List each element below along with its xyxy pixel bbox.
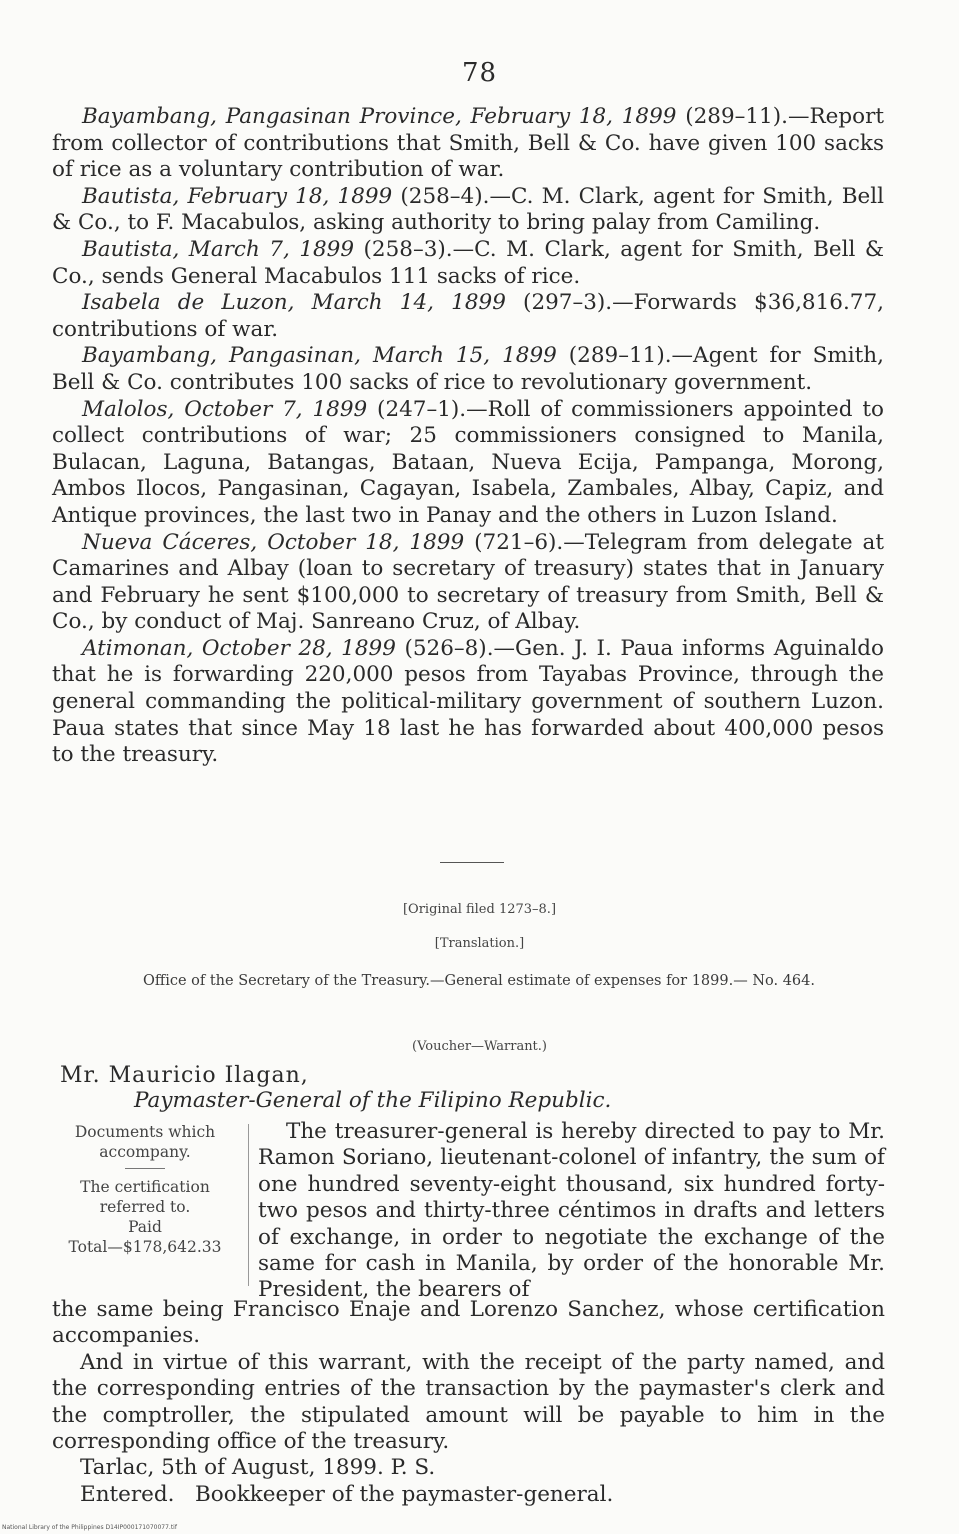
addressee-title: Paymaster-General of the Filipino Republic. [134, 1088, 612, 1113]
entry-place: Bautista, February 18, 1899 [82, 183, 393, 209]
entry [52, 530, 884, 636]
entry-place: Nueva Cáceres, October 18, 1899 [82, 529, 465, 555]
warrant-continuation: the same being Francisco Enaje and Lorenzo Sanchez, whose certification accompanies. [52, 1297, 885, 1349]
office-heading: Office of the Secretary of the Treasury.—General estimate of expenses for 1899.— No. 464. [143, 973, 815, 989]
margin-divider [125, 1168, 165, 1169]
entry-place: Bautista, March 7, 1899 [82, 236, 355, 262]
entry-place: Bayambang, Pangasinan Province, February 18, 1899 [82, 104, 677, 129]
warrant-continuation-block [52, 1297, 885, 1508]
section-divider [440, 862, 504, 863]
entry-text: (526–8).—Gen. J. I. Paua informs Aguinaldo that he is forwarding 220,000 pesos from Tayabas Province, through the general commanding the political-military government of southern Luzon. Paua states that since May 18 last he has forwarded about 400,000 pesos to the treasury. [52, 635, 884, 768]
entry-text: (258–4).—C. M. Clark, agent for Smith, Bell & Co., to F. Macabulos, asking authority to bring palay from Camiling. [52, 183, 884, 236]
entry-text: (297–3).—Forwards $36,816.77, contributions of war. [52, 290, 884, 342]
margin-paid: Paid [128, 1218, 162, 1236]
voucher-note: (Voucher—Warrant.) [412, 1039, 547, 1054]
entry [52, 636, 884, 769]
entry-text: (258–3).—C. M. Clark, agent for Smith, Bell & Co., sends General Macabulos 111 sacks of rice. [52, 236, 884, 289]
scan-footer: National Library of the Philippines D14IP000171070077.tif [2, 1524, 177, 1531]
margin-rule [248, 1124, 249, 1286]
entry-place: Atimonan, October 28, 1899 [82, 635, 396, 661]
margin-documents: Documents which accompany. [74, 1123, 216, 1161]
entry-text: (289–11).—Agent for Smith, Bell & Co. contributes 100 sacks of rice to revolutionary government. [52, 343, 884, 395]
margin-total: Total—$178,642.33 [68, 1238, 222, 1256]
entry [52, 290, 884, 343]
entry [52, 397, 884, 530]
original-filed-note: [Original filed 1273–8.] [402, 902, 557, 917]
place-date: Tarlac, 5th of August, 1899. P. S. [80, 1455, 436, 1481]
entry-text: (721–6).—Telegram from delegate at Camarines and Albay (loan to secretary of treasury) states that in January and February he sent $100,000 to secretary of treasury from Smith, Bell & Co., by conduct of Maj. Sanreano Cruz, of Albay. [52, 529, 884, 635]
margin-certification: The certification referred to. [80, 1178, 210, 1216]
margin-note [50, 1122, 240, 1257]
entry [52, 184, 884, 237]
warrant-body [258, 1119, 885, 1304]
entries-list [52, 104, 884, 769]
entry-place: Bayambang, Pangasinan, March 15, 1899 [82, 343, 557, 369]
entry-place: Isabela de Luzon, March 14, 1899 [82, 290, 506, 316]
warrant-virtue: And in virtue of this warrant, with the receipt of the party named, and the corresponding entries of the transaction by the paymaster's clerk and the comptroller, the stipulated amount will be payable to him in the corresponding office of the treasury. [52, 1349, 885, 1455]
entered-line: Entered. Bookkeeper of the paymaster-general. [80, 1481, 614, 1507]
entry [52, 343, 884, 396]
translation-note: [Translation.] [434, 936, 525, 951]
warrant-paragraph: The treasurer-general is hereby directed to pay to Mr. Ramon Soriano, lieutenant-colonel of infantry, the sum of one hundred seventy-eight thousand, six hundred forty-two pesos and thirty-three céntimos in drafts and letters of exchange, in order to negotiate the exchange of the same for cash in Manila, by order of the honorable Mr. President, the bearers of [258, 1119, 885, 1303]
entry [52, 237, 884, 290]
entry [52, 104, 884, 184]
page-number: 78 [461, 58, 498, 88]
addressee-name: Mr. Mauricio Ilagan, [60, 1063, 309, 1088]
entry-text: (247–1).—Roll of commissioners appointed to collect contributions of war; 25 commissioners consigned to Manila, Bulacan, Laguna, Batangas, Bataan, Nueva Ecija, Pampanga, Morong, Ambos Ilocos, Pangasinan, Cagayan, Isabela, Zambales, Albay, Capiz, and Antique provinces, the last two in Panay and the others in Luzon Island. [52, 396, 884, 528]
entry-place: Malolos, October 7, 1899 [82, 396, 368, 422]
entry-text: (289–11).—Report from collector of contributions that Smith, Bell & Co. have given 100 sacks of rice as a voluntary contribution of war. [52, 104, 884, 183]
